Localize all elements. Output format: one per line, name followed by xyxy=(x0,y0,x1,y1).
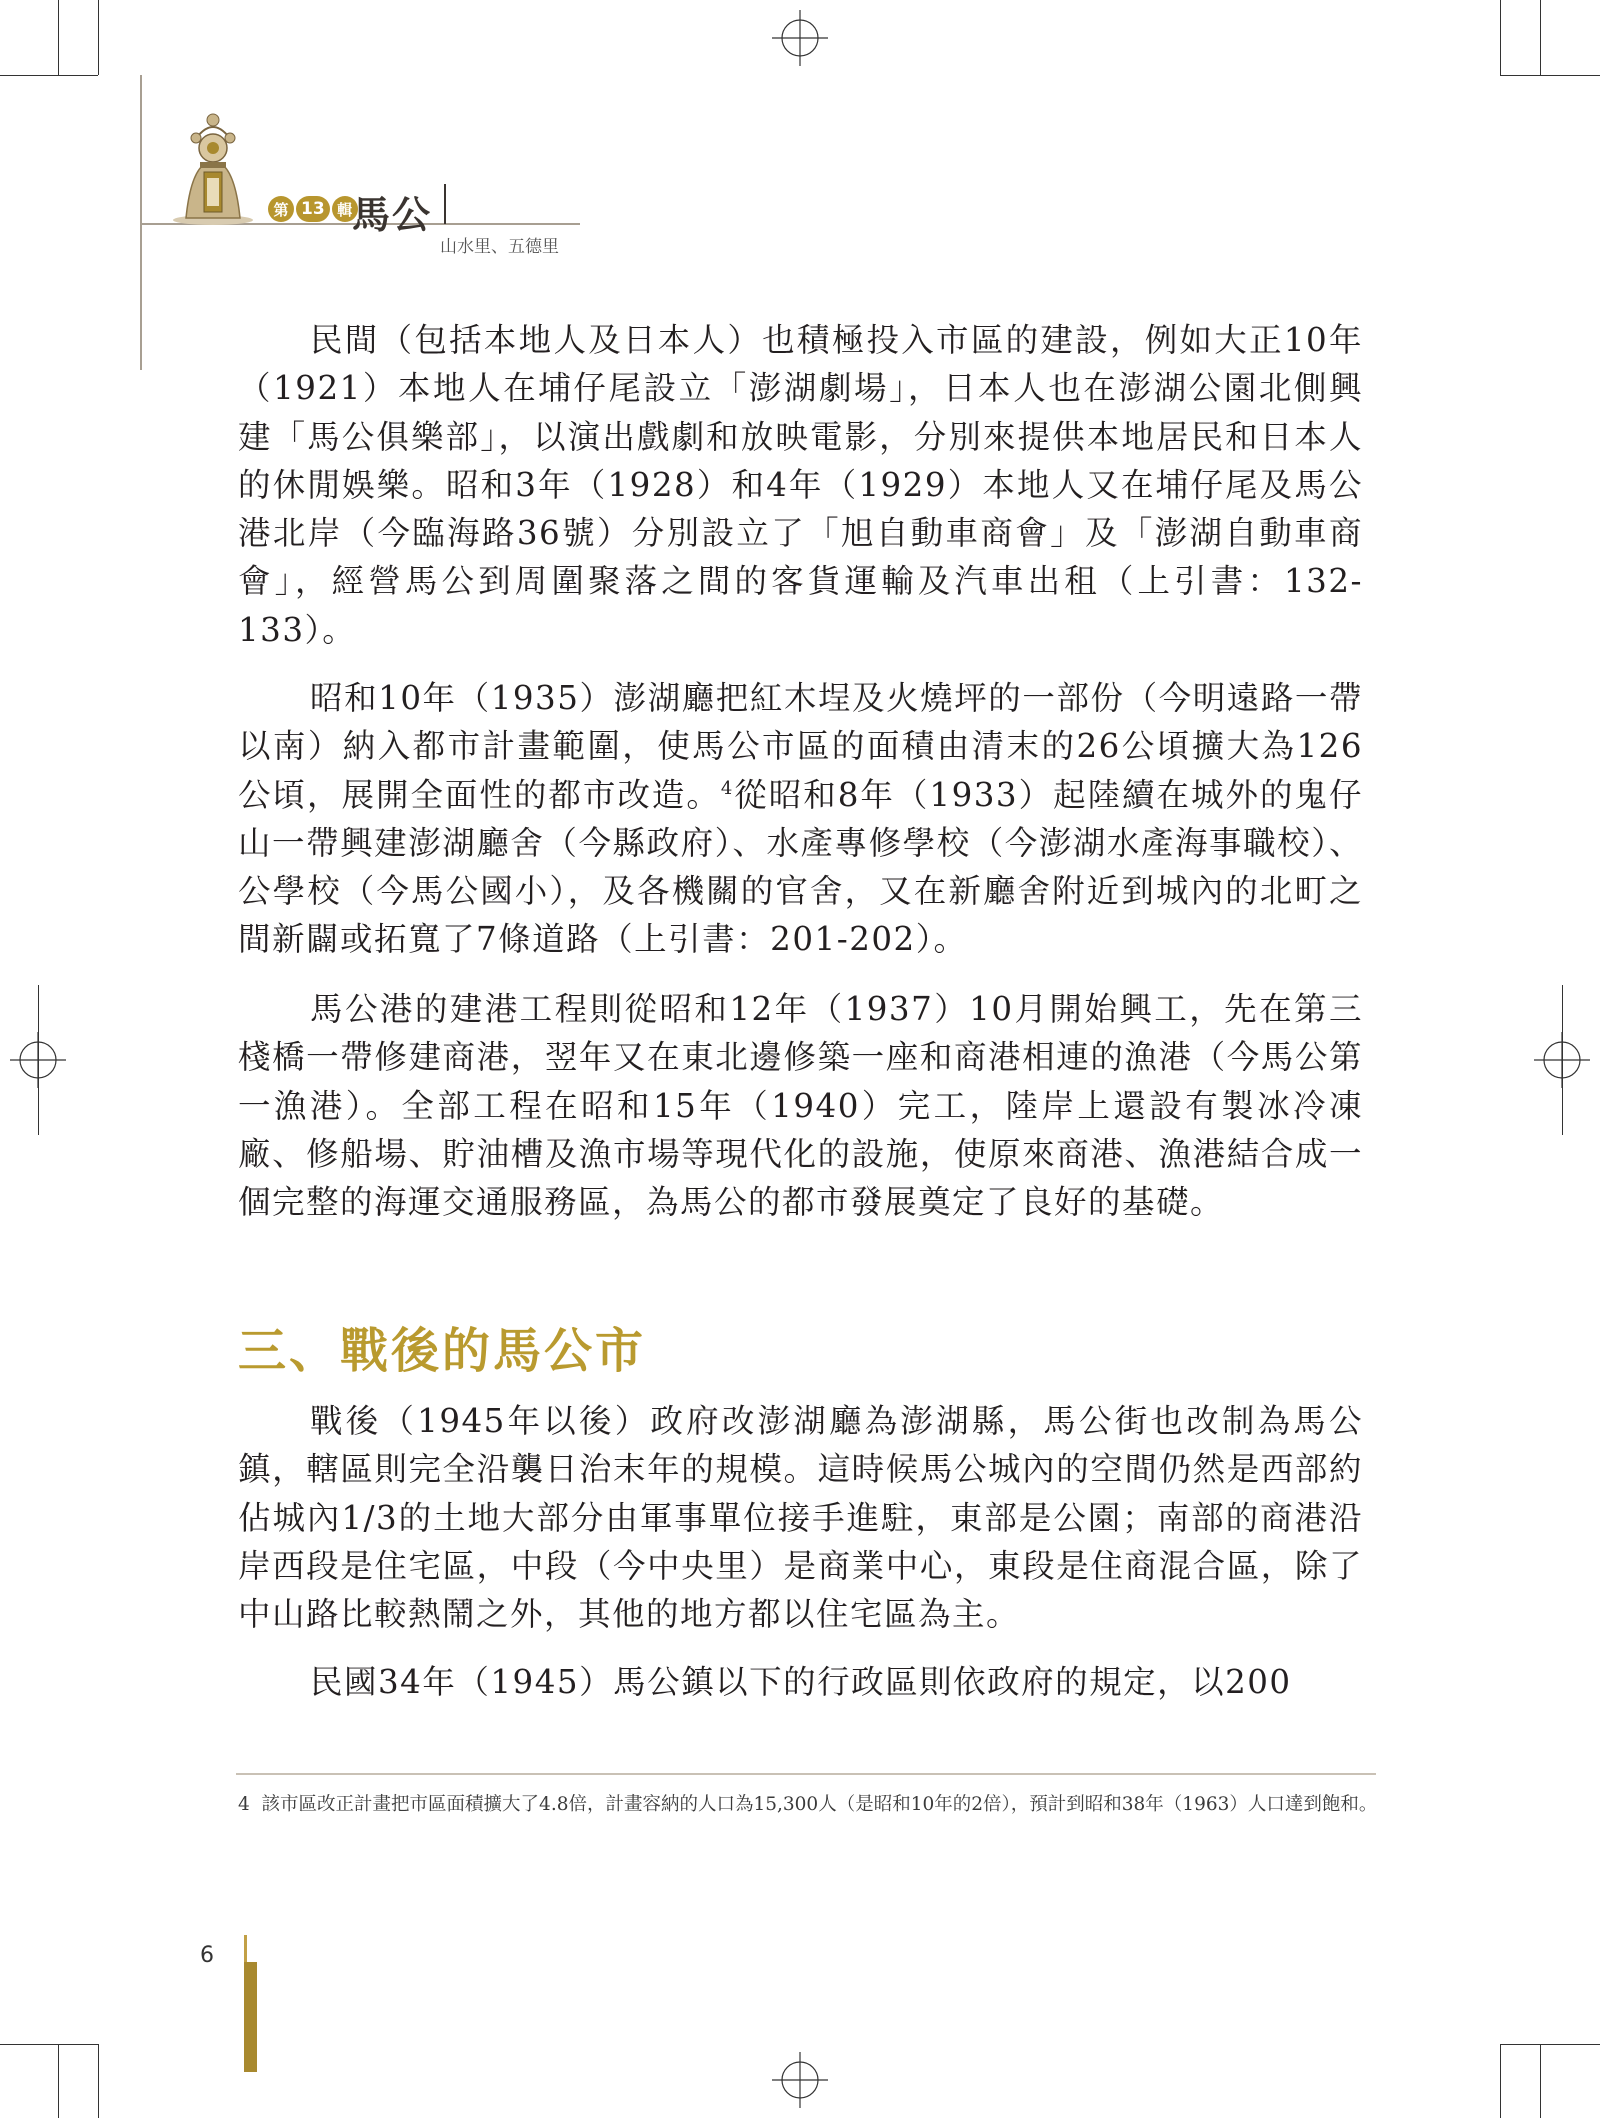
crop-mark xyxy=(98,0,99,75)
paragraph-2-text-b: 從昭和8年（1933）起陸續在城外的鬼仔山一帶興建澎湖廳舍（今縣政府）、水產專修學校（今澎湖水產海事職校）、公學校（今馬公國小），及各機關的官舍，又在新廳舍附近到城內的北町之間新闢或拓寬了7條道路（上引書：201-202）。 xyxy=(238,775,1363,959)
series-badge xyxy=(268,195,358,223)
volume-title-divider xyxy=(444,184,446,224)
crop-mark xyxy=(0,75,98,76)
crop-mark xyxy=(1562,985,1563,1135)
crop-mark xyxy=(38,985,39,1135)
body-paragraph-2 xyxy=(238,674,1363,964)
section-heading: 三、戰後的馬公市 xyxy=(238,1323,647,1379)
footnote-marker[interactable]: 4 xyxy=(720,777,734,799)
page-number-bar xyxy=(244,1962,257,2072)
crop-mark xyxy=(1500,2044,1600,2045)
footnote xyxy=(238,1786,1398,1824)
body-paragraph-1: 民間（包括本地人及日本人）也積極投入市區的建設，例如大正10年（1921）本地人在埔仔尾設立「澎湖劇場」，日本人也在澎湖公園北側興建「馬公俱樂部」，以演出戲劇和放映電影，分別來提供本地居民和日本人的休閒娛樂。昭和3年（1928）和4年（1929）本地人又在埔仔尾及馬公港北岸（今臨海路36號）分別設立了「旭自動車商會」及「澎湖自動車商會」，經營馬公到周圍聚落之間的客貨運輸及汽車出租（上引書：132-133）。 xyxy=(238,321,1363,649)
paragraph-2-text-a: 昭和10年（1935）澎湖廳把紅木埕及火燒坪的一部份（今明遠路一帶以南）納入都市計畫範圍，使馬公市區的面積由清末的26公頃擴大為126公頃，展開全面性的都市改造。 xyxy=(238,679,1363,814)
series-prefix: 第 xyxy=(268,196,294,222)
footnote-rule xyxy=(236,1773,1376,1775)
series-suffix: 輯 xyxy=(332,196,358,222)
crop-mark xyxy=(1540,2044,1541,2118)
crop-mark xyxy=(98,2044,99,2118)
registration-mark-top xyxy=(772,10,828,66)
crop-mark xyxy=(58,0,59,75)
volume-title: 馬公 xyxy=(352,192,433,237)
crop-mark xyxy=(1500,0,1501,75)
page-number-bar xyxy=(244,1935,247,1962)
crop-mark xyxy=(1500,2044,1501,2118)
registration-mark-bottom xyxy=(772,2052,828,2108)
crop-mark xyxy=(58,2044,59,2118)
footnote-number: 4 xyxy=(238,1794,250,1815)
body-paragraph-4: 戰後（1945年以後）政府改澎湖廳為澎湖縣，馬公街也改制為馬公鎮，轄區則完全沿襲日治末年的規模。這時候馬公城內的空間仍然是西部約佔城內1/3的土地大部分由軍事單位接手進駐，東部是公園；南部的商港沿岸西段是住宅區，中段（今中央里）是商業中心，東段是住商混合區，除了中山路比較熱鬧之外，其他的地方都以住宅區為主。 xyxy=(238,1402,1363,1634)
page-number: 6 xyxy=(200,1943,214,1968)
body-paragraph-5: 民國34年（1945）馬公鎮以下的行政區則依政府的規定，以200 xyxy=(310,1663,1292,1701)
crop-mark xyxy=(0,2044,98,2045)
crop-mark xyxy=(1500,75,1600,76)
series-number: 13 xyxy=(296,196,330,222)
temple-ornament-icon xyxy=(168,108,258,226)
body-paragraph-3: 馬公港的建港工程則從昭和12年（1937）10月開始興工，先在第三棧橋一帶修建商港，翌年又在東北邊修築一座和商港相連的漁港（今馬公第一漁港）。全部工程在昭和15年（1940）完工，陸岸上還設有製冰冷凍廠、修船場、貯油槽及漁市場等現代化的設施，使原來商港、漁港結合成一個完整的海運交通服務區，為馬公的都市發展奠定了良好的基礎。 xyxy=(238,990,1363,1222)
footnote-text: 該市區改正計畫把市區面積擴大了4.8倍，計畫容納的人口為15,300人（是昭和10年的2倍），預計到昭和38年（1963）人口達到飽和。 xyxy=(261,1794,1378,1815)
crop-mark xyxy=(1540,0,1541,75)
volume-subtitle: 山水里、五德里 xyxy=(440,237,559,257)
